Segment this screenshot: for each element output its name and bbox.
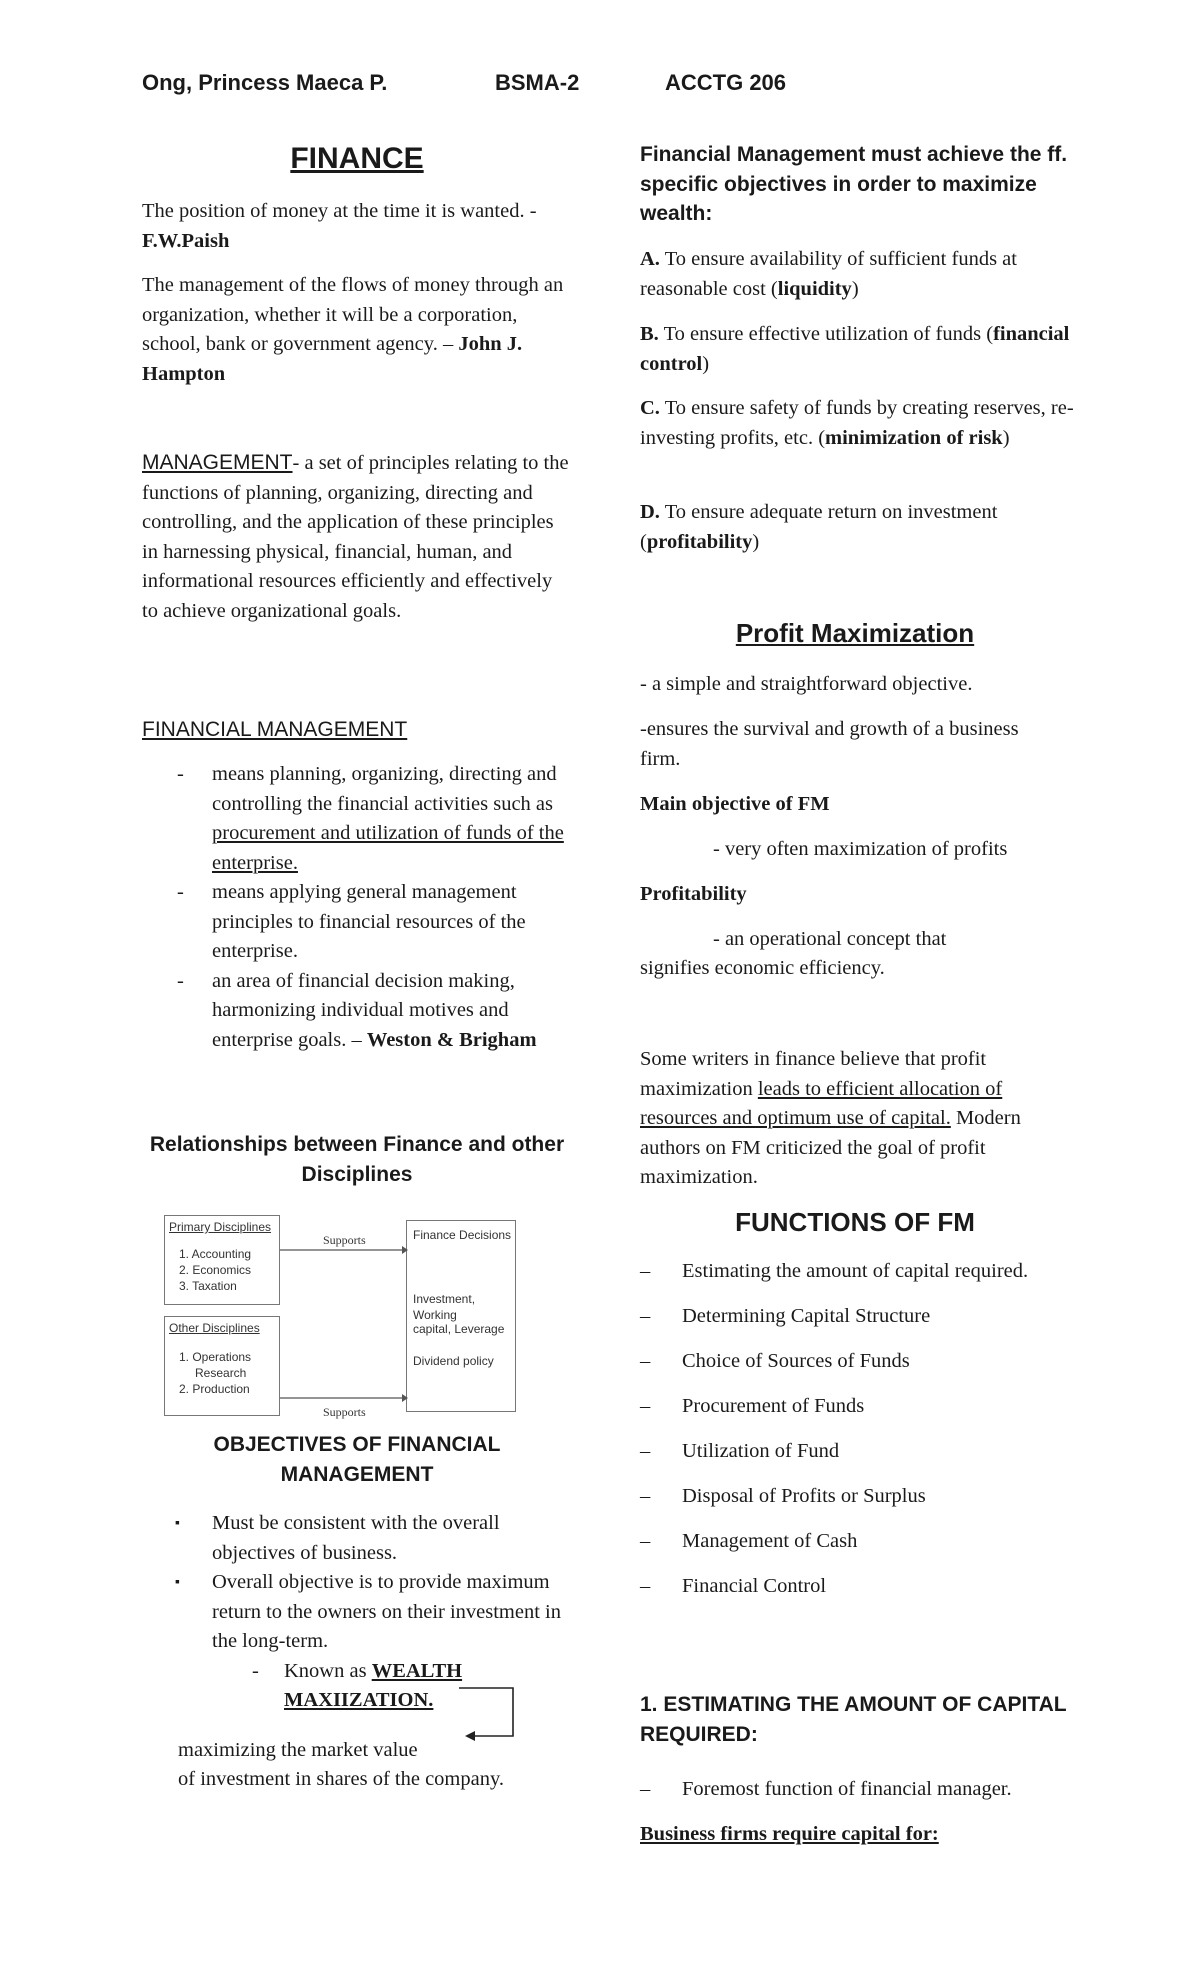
management-definition: MANAGEMENT- a set of principles relating to the functions of planning, organizing, directing and controlling, and the application of these principles in harnessing physical, financial, human, and informational resources efficiently and effectively to achieve organizational goals. [142, 451, 569, 622]
estimating-title: 1. ESTIMATING THE AMOUNT OF CAPITAL REQUIRED: [640, 1693, 1067, 1746]
financial-management-list [142, 760, 572, 1055]
student-name: Ong, Princess Maeca P. [142, 70, 388, 95]
list-item: – Foremost function of financial manager. [640, 1778, 1012, 1800]
functions-title: FUNCTIONS OF FM [735, 1207, 975, 1237]
main-objective-label: Main objective of FM [640, 793, 830, 815]
list-item: - means planning, organizing, directing and controlling the financial activities such as procurement and utilization of funds of the enterprise. [177, 763, 564, 874]
list-item: – Procurement of Funds [640, 1395, 865, 1417]
course-code: ACCTG 206 [665, 70, 787, 95]
maximizing-line-2: of investment in shares of the company. [178, 1768, 505, 1790]
relationships-diagram [158, 1208, 528, 1432]
supports-label-top: Supports [323, 1233, 366, 1247]
management-term: MANAGEMENT [142, 451, 293, 474]
primary-item: 1. Accounting [179, 1247, 252, 1261]
arrow-head-icon [402, 1246, 408, 1254]
list-item: - means applying general management principles to financial resources of the enterprise. [177, 881, 526, 962]
primary-disciplines-title: Primary Disciplines [169, 1220, 272, 1234]
objective-b: B. To ensure effective utilization of funds (financial control) [640, 323, 1070, 375]
finance-decision-item: capital, Leverage [413, 1322, 505, 1336]
arrow-left-icon [465, 1731, 475, 1741]
list-item: – Disposal of Profits or Surplus [640, 1485, 926, 1507]
list-item: – Determining Capital Structure [640, 1305, 931, 1327]
writers-paragraph: Some writers in finance believe that profit maximization leads to efficient allocation of resources and optimum use of capital. Modern authors on FM criticized the goal of profit maximization. [640, 1048, 1021, 1188]
list-item: – Management of Cash [640, 1530, 858, 1552]
wealth-maximization: WEALTH MAXIIZATION. [284, 1659, 463, 1711]
finance-decisions-title: Finance Decisions [413, 1228, 512, 1242]
bullet-square-icon: ▪ [175, 1575, 180, 1590]
objective-a: A. To ensure availability of sufficient funds at reasonable cost (liquidity) [640, 248, 1017, 300]
other-disciplines-title: Other Disciplines [169, 1321, 260, 1335]
list-item: - an area of financial decision making, harmonizing individual motives and enterprise goals. – Weston & Brigham [177, 969, 537, 1051]
list-item: – Financial Control [640, 1575, 827, 1597]
estimating-list [640, 1775, 1080, 1820]
other-item: Research [195, 1366, 247, 1380]
supports-label-bottom: Supports [323, 1405, 366, 1419]
fm-objectives-title: Financial Management must achieve the ff. specific objectives in order to maximize wealth: [640, 143, 1068, 225]
profit-maximization-title: Profit Maximization [735, 618, 975, 648]
objectives-title: OBJECTIVES OF FINANCIAL MANAGEMENT [213, 1433, 501, 1486]
list-item: ▪ Must be consistent with the overall objectives of business. [142, 1509, 572, 1568]
objective-c: C. To ensure safety of funds by creating reserves, re-investing profits, etc. (minimization of risk) [640, 397, 1074, 449]
finance-decision-item: Dividend policy [413, 1354, 494, 1368]
list-item: – Choice of Sources of Funds [640, 1350, 910, 1372]
bracket-arrow [455, 1686, 525, 1756]
finance-definition-2: The management of the flows of money through an organization, whether it will be a corporation, school, bank or government agency. – John J. Hampton [142, 274, 564, 385]
financial-management-title: FINANCIAL MANAGEMENT [142, 718, 408, 741]
finance-decision-item: Investment, Working [413, 1292, 476, 1322]
profitability-text-1: - an operational concept that [713, 928, 947, 950]
objectives-list [142, 1509, 572, 1716]
finance-definition-1: The position of money at the time it is wanted. - F.W.Paish [142, 200, 537, 252]
functions-list [640, 1257, 1070, 1617]
list-item: - Known as WEALTH MAXIIZATION. [252, 1659, 463, 1711]
profitability-label: Profitability [640, 883, 747, 905]
bullet-square-icon: ▪ [175, 1516, 180, 1531]
list-item: – Utilization of Fund [640, 1440, 840, 1462]
list-item: – Estimating the amount of capital required. [640, 1260, 1029, 1282]
arrow-head-icon [402, 1394, 408, 1402]
profit-line-1: - a simple and straightforward objective. [640, 673, 973, 695]
other-item: 1. Operations [179, 1350, 252, 1364]
primary-item: 3. Taxation [179, 1279, 237, 1293]
profit-line-2: -ensures the survival and growth of a business firm. [640, 718, 1019, 770]
maximizing-line-1: maximizing the market value [178, 1739, 418, 1761]
finance-title: FINANCE [290, 142, 424, 175]
objective-d: D. To ensure adequate return on investment (profitability) [640, 501, 998, 553]
relationships-title: Relationships between Finance and other Disciplines [149, 1133, 565, 1186]
primary-item: 2. Economics [179, 1263, 252, 1277]
section-code: BSMA-2 [495, 70, 580, 95]
list-item: ▪ Overall objective is to provide maximum return to the owners on their investment in the long-term. [142, 1568, 572, 1657]
profitability-text-2: signifies economic efficiency. [640, 957, 885, 979]
other-item: 2. Production [179, 1382, 250, 1396]
main-objective-text: - very often maximization of profits [713, 838, 1008, 860]
business-firms-heading: Business firms require capital for: [640, 1823, 939, 1845]
